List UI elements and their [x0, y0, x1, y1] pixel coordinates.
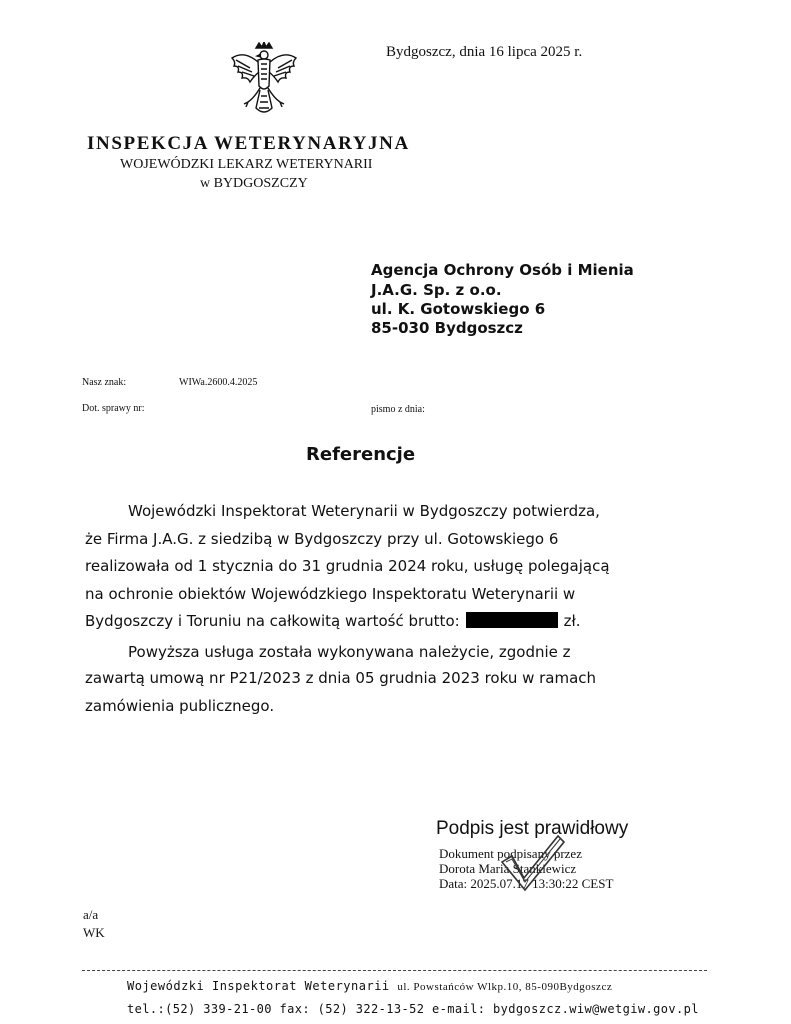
institution-city: w BYDGOSZCZY — [200, 176, 308, 191]
body-line-8: zamówienia publicznego. — [85, 697, 275, 715]
footer-street-address: ul. Powstańców Wlkp.10, 85-090Bydgoszcz — [397, 981, 613, 993]
body-line-5-text: Bydgoszczy i Toruniu na całkowitą wartość brutto: — [85, 612, 460, 630]
footer-divider — [82, 970, 707, 971]
recipient-line-1: Agencja Ochrony Osób i Mienia — [371, 261, 634, 279]
body-line-1: Wojewódzki Inspektorat Weterynarii w Bydgoszczy potwierdza, — [128, 502, 600, 520]
body-line-7: zawartą umową nr P21/2023 z dnia 05 grudnia 2023 roku w ramach — [85, 669, 597, 687]
institution-title: INSPEKCJA WETERYNARYJNA — [87, 133, 410, 154]
footer-institution-name: Wojewódzki Inspektorat Weterynarii — [127, 979, 390, 993]
reference-label: Nasz znak: — [82, 377, 127, 388]
signature-date: Data: 2025.07.17 13:30:22 CEST — [439, 876, 614, 891]
signature-valid-title: Podpis jest prawidłowy — [436, 818, 629, 839]
case-number-label: Dot. sprawy nr: — [82, 403, 145, 414]
institution-subtitle: WOJEWÓDZKI LEKARZ WETERYNARII — [120, 157, 373, 172]
body-line-2: że Firma J.A.G. z siedzibą w Bydgoszczy przy ul. Gotowskiego 6 — [85, 530, 559, 548]
initials-wk: WK — [83, 925, 105, 940]
signature-check-icon — [498, 832, 568, 894]
body-line-6: Powyższa usługa została wykonywana należycie, zgodnie z — [128, 643, 571, 661]
body-line-4: na ochronie obiektów Wojewódzkiego Inspektoratu Weterynarii w — [85, 585, 576, 603]
currency-label: zł. — [563, 612, 581, 630]
eagle-emblem-icon — [228, 42, 300, 122]
letter-date-label: pismo z dnia: — [371, 404, 425, 415]
initials-aa: a/a — [83, 907, 99, 922]
reference-number: WIWa.2600.4.2025 — [179, 377, 258, 388]
document-heading: Referencje — [306, 444, 416, 465]
footer-contact: tel.:(52) 339-21-00 fax: (52) 322-13-52 e-mail: bydgoszcz.wiw@wetgiw.gov.pl — [127, 1002, 699, 1016]
body-line-5 — [85, 612, 581, 630]
signature-signed-by-label: Dokument podpisany przez — [439, 846, 582, 861]
redacted-amount — [466, 612, 558, 628]
recipient-line-4: 85-030 Bydgoszcz — [371, 319, 523, 337]
footer-address — [127, 979, 612, 993]
document-date: Bydgoszcz, dnia 16 lipca 2025 r. — [386, 44, 583, 60]
recipient-line-3: ul. K. Gotowskiego 6 — [371, 300, 546, 318]
body-line-3: realizowała od 1 stycznia do 31 grudnia 2024 roku, usługę polegającą — [85, 557, 610, 575]
recipient-line-2: J.A.G. Sp. z o.o. — [371, 281, 502, 299]
signature-signer-name: Dorota Maria Stankiewicz — [439, 861, 577, 876]
